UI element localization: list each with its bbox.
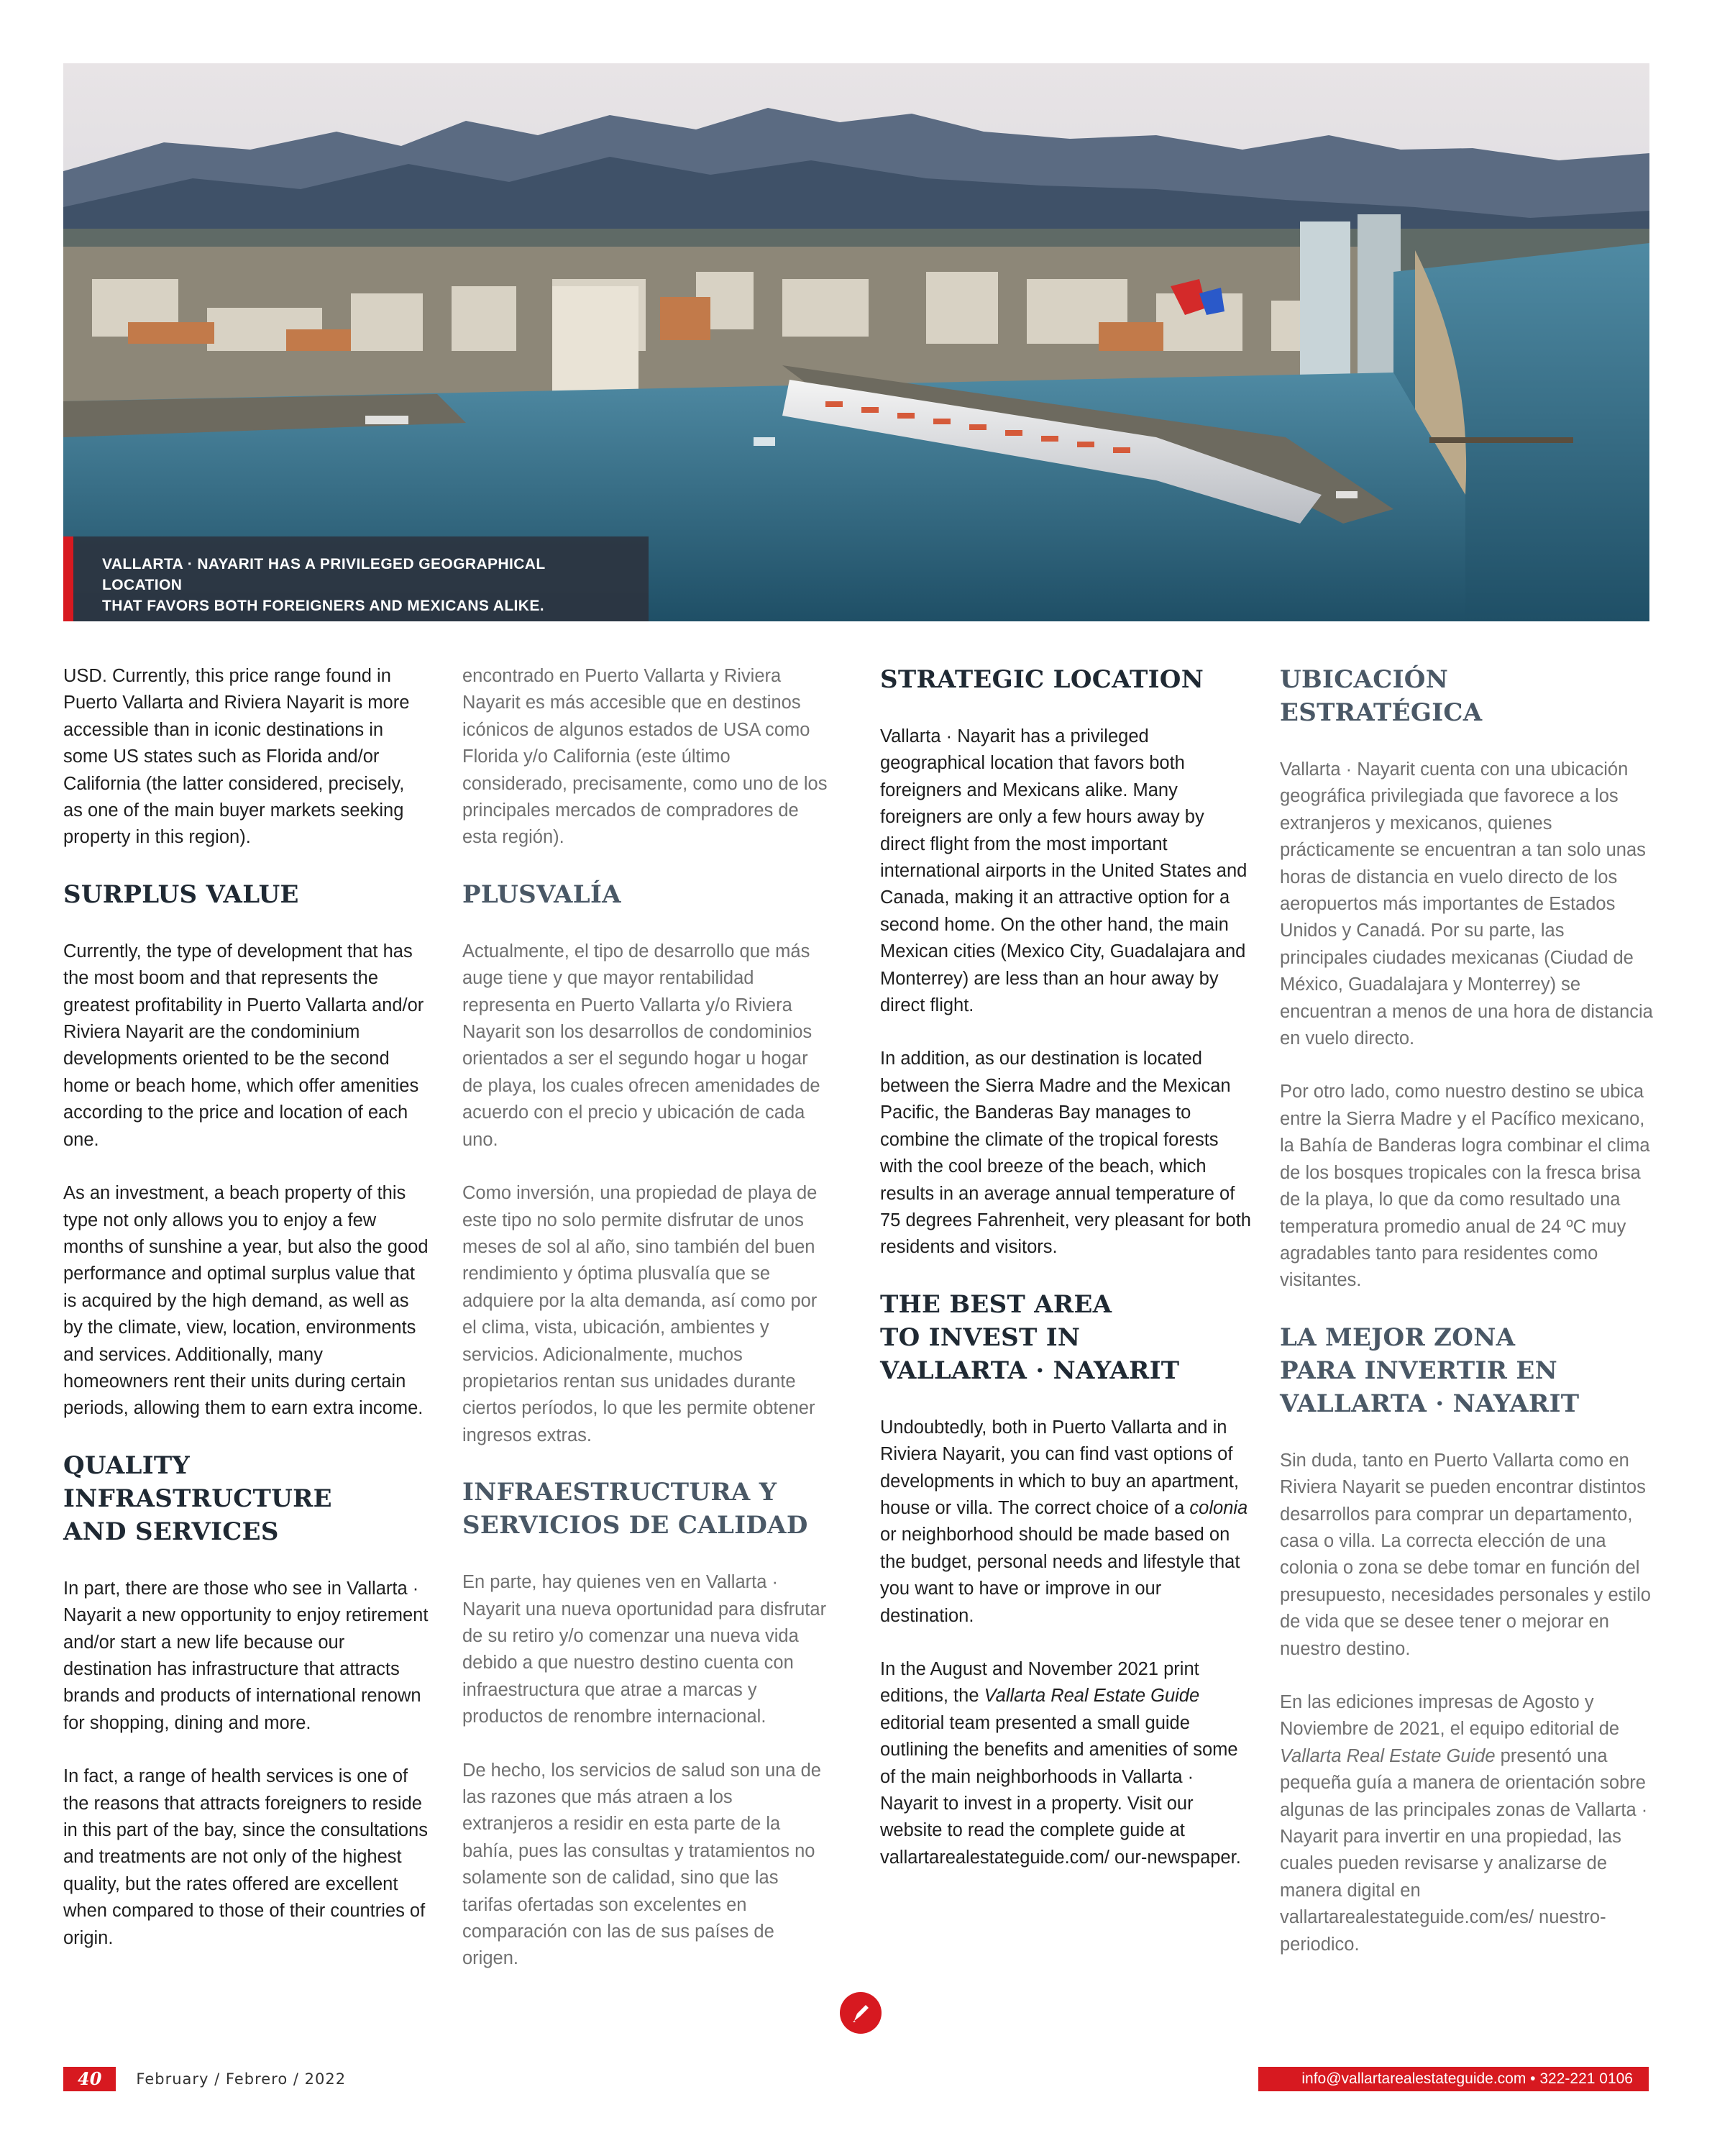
heading-line: TO INVEST IN	[880, 1323, 1081, 1352]
paragraph: USD. Currently, this price range found in Puerto Vallarta and Riviera Nayarit is more accessible than in iconic destinations in some US states such as Florida and/or California (the latter considered, precisely, as one of the main buyer markets seeking property in this region).	[63, 666, 410, 848]
paragraph: De hecho, los servicios de salud son una de las razones que más atraen a los extranjeros a residir en esta parte de la bahía, pues las consultas y tratamientos no solamente son de calidad, sino que las tarifas ofertadas son excelentes en comparación con las de sus países de origen.	[462, 1760, 821, 1969]
paragraph: As an investment, a beach property of this type not only allows you to enjoy a few months of sunshine a year, but also the good performance and optimal surplus value that is acquired by the high demand, as well as by the climate, view, location, environments and services. Additionally, many homeowners rent their units during certain periods, allowing them to earn extra income.	[63, 1183, 429, 1419]
heading-mejor-zona	[1280, 1321, 1654, 1420]
heading-line: VALLARTA · NAYARIT	[1280, 1389, 1580, 1418]
heading-line: LA MEJOR ZONA	[1280, 1323, 1516, 1352]
heading-line: SERVICIOS DE CALIDAD	[462, 1511, 808, 1540]
footer-contact[interactable]: info@vallartarealestateguide.com • 322-221 0106	[1258, 2067, 1649, 2091]
heading-line: AND SERVICES	[63, 1517, 279, 1546]
heading-infraestructura	[462, 1476, 828, 1542]
paragraph: En parte, hay quienes ven en Vallarta · Nayarit una nueva oportunidad para disfrutar de su retiro y/o comenzar una nueva vida debido a que nuestro destino cuenta con infraestructura que atrae a marcas y productos de renombre internacional.	[462, 1572, 827, 1727]
heading-line: THE BEST AREA	[880, 1289, 1112, 1319]
paragraph: Vallarta · Nayarit has a privileged geographical location that favors both foreigners and Mexicans alike. Many foreigners are only a few hours away by direct flight from the most important international airports in the United States and Canada, making it an attractive option for a second home. On the other hand, the main Mexican cities (Mexico City, Guadalajara and Monterrey) are less than an hour away by direct flight.	[880, 726, 1248, 1016]
column-spanish-1	[462, 663, 828, 1999]
heading-line: INFRASTRUCTURE	[63, 1484, 332, 1513]
heading-line: INFRAESTRUCTURA Y	[462, 1478, 777, 1507]
heading-line: QUALITY	[63, 1451, 191, 1480]
caption-line-1: VALLARTA · NAYARIT HAS A PRIVILEGED GEOGRAPHICAL LOCATION	[102, 556, 546, 593]
heading-quality-infrastructure	[63, 1449, 429, 1548]
paragraph: In fact, a range of health services is one of the reasons that attracts foreigners to reside in this part of the bay, since the consultations and treatments are not only of the highest quality, but the rates offered are excellent when compared to those of their countries of origin.	[63, 1766, 428, 1948]
column-english-2	[880, 663, 1254, 1898]
footer-left	[63, 2067, 346, 2091]
pen-icon	[840, 1992, 882, 2034]
paragraph: Por otro lado, como nuestro destino se ubica entre la Sierra Madre y el Pacífico mexicano, la Bahía de Banderas logra combinar el clima de los bosques tropicales con la fresca brisa de la playa, lo que da como resultado una temperatura promedio anual de 24 ºC muy agradables tanto para residentes como visitantes.	[1280, 1082, 1650, 1291]
heading-surplus-value: SURPLUS VALUE	[63, 880, 299, 909]
column-english-1	[63, 663, 429, 1978]
paragraph: Undoubtedly, both in Puerto Vallarta and in Riviera Nayarit, you can find vast options of developments in which to buy an apartment, house or villa. The correct choice of a colonia or neighborhood should be made based on the budget, personal needs and lifestyle that you want to have or improve in our destination.	[880, 1417, 1248, 1626]
heading-plusvalia: PLUSVALÍA	[462, 880, 621, 909]
paragraph: En las ediciones impresas de Agosto y Noviembre de 2021, el equipo editorial de Vallarta Real Estate Guide presentó una pequeña guía a manera de orientación sobre algunas de las principales zonas de Vallarta · Nayarit para invertir en una propiedad, las cuales pueden revisarse y analizarse de manera digital en vallartarealestateguide.com/es/ nuestro-periodico.	[1280, 1691, 1648, 1955]
caption-line-2: THAT FAVORS BOTH FOREIGNERS AND MEXICANS ALIKE.	[102, 598, 544, 614]
paragraph: Actualmente, el tipo de desarrollo que más auge tiene y que mayor rentabilidad representa en Puerto Vallarta y/o Riviera Nayarit son los desarrollos de condominios orientados a ser el segundo hogar u hogar de playa, los cuales ofrecen amenidades de acuerdo con el precio y ubicación de cada uno.	[462, 941, 820, 1150]
page-number: 40	[63, 2067, 116, 2091]
heading-best-area	[880, 1288, 1254, 1387]
paragraph: Currently, the type of development that has the most boom and that represents the greatest profitability in Puerto Vallarta and/or Riviera Nayarit are the condominium developments oriented to be the second home or beach home, which offer amenities according to the price and location of each one.	[63, 941, 424, 1150]
photo-caption	[63, 536, 649, 621]
paragraph: Como inversión, una propiedad de playa de este tipo no solo permite disfrutar de unos meses de sol al año, sino también del buen rendimiento y óptima plusvalía que se adquiere por la alta demanda, así como por el clima, vista, ubicación, ambientes y servicios. Adicionalmente, muchos propietarios rentan sus unidades durante ciertos períodos, lo que les permite obtener ingresos extras.	[462, 1183, 818, 1445]
heading-line: PARA INVERTIR EN	[1280, 1356, 1557, 1385]
column-spanish-2	[1280, 663, 1654, 1985]
heading-strategic-location: STRATEGIC LOCATION	[880, 665, 1204, 694]
paragraph: In the August and November 2021 print editions, the Vallarta Real Estate Guide editorial team presented a small guide outlining the benefits and amenities of some of the main neighborhoods in Vallarta · Nayarit to invest in a property. Visit our website to read the complete guide at vallartarealestateguide.com/ our-newspaper.	[880, 1658, 1241, 1868]
paragraph: Vallarta · Nayarit cuenta con una ubicación geográfica privilegiada que favorece a los extranjeros y mexicanos, quienes prácticamente se encuentran a tan solo unas horas de distancia en vuelo directo de los aeropuertos más importantes de Estados Unidos y Canadá. Por su parte, las principales ciudades mexicanas (Ciudad de México, Guadalajara y Monterrey) se encuentran a menos de una hora de distancia en vuelo directo.	[1280, 759, 1653, 1049]
paragraph: In addition, as our destination is located between the Sierra Madre and the Mexican Pacific, the Banderas Bay manages to combine the climate of the tropical forests with the cool breeze of the beach, which results in an average annual temperature of 75 degrees Fahrenheit, very pleasant for both residents and visitors.	[880, 1049, 1251, 1258]
heading-ubicacion-estrategica: UBICACIÓN ESTRATÉGICA	[1280, 665, 1483, 727]
issue-date: February / Febrero / 2022	[136, 2070, 347, 2088]
paragraph: In part, there are those who see in Vallarta · Nayarit a new opportunity to enjoy retirement and/or start a new life because our destination has infrastructure that attracts brands and products of international renown for shopping, dining and more.	[63, 1578, 429, 1733]
heading-line: VALLARTA · NAYARIT	[880, 1356, 1180, 1385]
paragraph: Sin duda, tanto en Puerto Vallarta como en Riviera Nayarit se pueden encontrar distintos desarrollos para comprar un departamento, casa o villa. La correcta elección de una colonia o zona se debe tomar en función del presupuesto, necesidades personales y estilo de vida que se desee tener o mejorar en nuestro destino.	[1280, 1450, 1651, 1659]
paragraph: encontrado en Puerto Vallarta y Riviera Nayarit es más accesible que en destinos icónicos de algunos estados de USA como Florida y/o California (este último considerado, precisamente, como uno de los principales mercados de compradores de esta región).	[462, 666, 828, 848]
hero-photo	[63, 63, 1649, 621]
